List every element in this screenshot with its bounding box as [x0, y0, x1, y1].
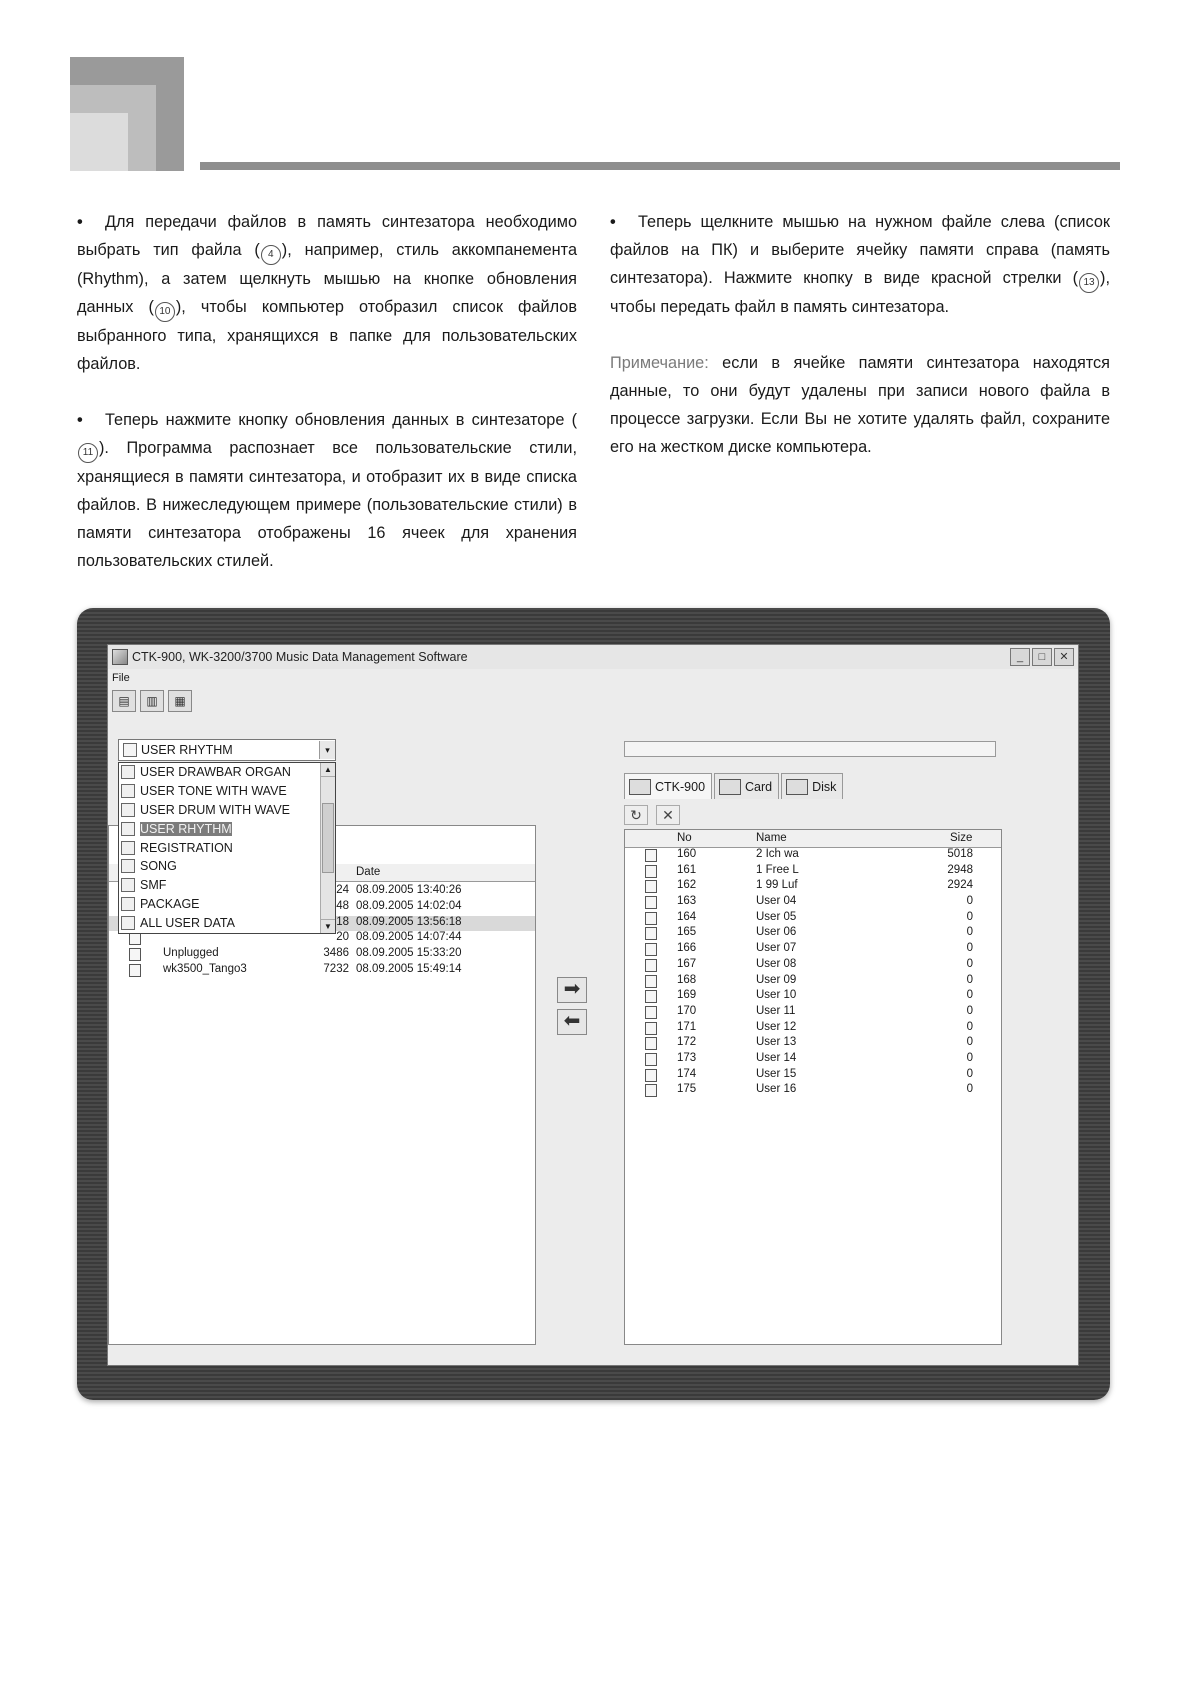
table-row[interactable]: 175 User 16 0: [625, 1083, 1001, 1099]
tab-ctk-900[interactable]: CTK-900: [624, 773, 712, 799]
dropdown-scrollbar[interactable]: [320, 763, 335, 933]
table-row[interactable]: 163 User 04 0: [625, 895, 1001, 911]
file-icon: [645, 896, 657, 909]
tab-disk[interactable]: Disk: [781, 773, 843, 799]
file-icon: [645, 865, 657, 878]
menu-bar: [108, 669, 1078, 687]
minimize-button[interactable]: _: [1010, 648, 1030, 666]
table-row[interactable]: 168 User 09 0: [625, 974, 1001, 990]
dropdown-item[interactable]: REGISTRATION: [119, 838, 335, 857]
file-icon: [645, 1053, 657, 1066]
device-status-field: [624, 741, 996, 757]
scroll-down-icon[interactable]: ▼: [321, 919, 335, 933]
file-icon: [645, 1084, 657, 1097]
scroll-up-icon[interactable]: ▲: [321, 763, 335, 777]
left-text-column: [77, 208, 577, 603]
column-name[interactable]: Name: [756, 832, 787, 844]
file-icon: [645, 943, 657, 956]
note-label: Примечание:: [610, 354, 709, 372]
table-row[interactable]: 20 08.09.2005 14:07:44: [109, 931, 535, 947]
note-paragraph: Примечание: если в ячейке памяти синтезатора находятся данные, то они будут удалены при записи нового файла в процессе загрузки. Если Вы не хотите удалять файл, сохраните его на жестком диске компьютера.: [610, 354, 1110, 456]
file-icon: [129, 932, 141, 945]
organ-file-icon: [121, 765, 135, 779]
ref-circle-10: 10: [155, 302, 175, 322]
file-type-dropdown: [118, 762, 336, 934]
song-file-icon: [121, 859, 135, 873]
toolbar-button-2-icon[interactable]: ▥: [140, 690, 164, 712]
device-list-header: [625, 830, 1001, 848]
file-icon: [645, 1006, 657, 1019]
table-row[interactable]: 165 User 06 0: [625, 926, 1001, 942]
file-icon: [645, 1069, 657, 1082]
disk-icon: [786, 779, 808, 795]
keyboard-icon: [629, 779, 651, 795]
table-row[interactable]: 173 User 14 0: [625, 1052, 1001, 1068]
menu-file[interactable]: File: [112, 672, 130, 684]
header-square-light: [70, 113, 128, 171]
column-size[interactable]: Size: [950, 832, 973, 844]
tab-card[interactable]: Card: [714, 773, 779, 799]
ref-circle-13: 13: [1079, 273, 1099, 293]
toolbar: [108, 687, 1078, 715]
table-row[interactable]: 160 2 Ich wa 5018: [625, 848, 1001, 864]
all-data-file-icon: [121, 916, 135, 930]
file-icon: [645, 990, 657, 1003]
dropdown-item-selected[interactable]: USER RHYTHM: [119, 819, 335, 838]
window-title: CTK-900, WK-3200/3700 Music Data Management Software: [132, 650, 468, 664]
scroll-thumb[interactable]: [322, 803, 334, 873]
bullet: •: [77, 213, 83, 231]
file-icon: [645, 959, 657, 972]
tone-file-icon: [121, 784, 135, 798]
table-row[interactable]: wk3500_Tango3 7232 08.09.2005 15:49:14: [109, 963, 535, 979]
card-icon: [719, 779, 741, 795]
transfer-left-arrow-icon[interactable]: ⬅: [557, 1009, 587, 1035]
left-paragraph-1: • Для передачи файлов в память синтезатора необходимо выбрать тип файла ( 4 ), например, стиль аккомпанемента (Rhythm), а затем щелкнуть мышью на кнопке обновления данных ( 10 ), чтобы компьютер отобразил список файлов выбранного типа, хранящихся в папке для пользовательских файлов.: [77, 208, 577, 378]
close-button[interactable]: ✕: [1054, 648, 1074, 666]
maximize-button[interactable]: □: [1032, 648, 1052, 666]
refresh-icon[interactable]: ↻: [624, 805, 648, 825]
dropdown-item[interactable]: SMF: [119, 876, 335, 895]
registration-file-icon: [121, 841, 135, 855]
file-icon: [645, 912, 657, 925]
screenshot-frame: [77, 608, 1110, 1400]
dropdown-item[interactable]: PACKAGE: [119, 895, 335, 914]
dropdown-item[interactable]: SONG: [119, 857, 335, 876]
table-row[interactable]: 172 User 13 0: [625, 1036, 1001, 1052]
header-rule: [200, 162, 1120, 170]
title-bar: [108, 645, 1078, 669]
drum-file-icon: [121, 803, 135, 817]
table-row[interactable]: 48 08.09.2005 14:02:04: [109, 900, 535, 916]
left-paragraph-2: • Теперь нажмите кнопку обновления данных в синтезаторе (11 ). Программа распознает все пользовательские стили, хранящиеся в памяти синтезатора, и отобразит их в виде списка файлов. В нижеследующем примере (пользовательские стили) в памяти синтезатора отображены 16 ячеек для хранения пользовательских стилей.: [77, 406, 577, 575]
rhythm-file-icon: [121, 822, 135, 836]
dropdown-item[interactable]: ALL USER DATA: [119, 913, 335, 932]
column-date[interactable]: Date: [356, 866, 381, 878]
table-row[interactable]: 161 1 Free L 2948: [625, 864, 1001, 880]
delete-icon[interactable]: ✕: [656, 805, 680, 825]
file-icon: [645, 975, 657, 988]
bullet: •: [77, 411, 83, 429]
file-icon: [645, 927, 657, 940]
file-icon: [129, 964, 141, 977]
combo-value: USER RHYTHM: [141, 743, 233, 757]
file-icon: [645, 880, 657, 893]
column-no[interactable]: No: [677, 832, 692, 844]
ref-circle-11: 11: [78, 443, 98, 463]
device-memory-list: [624, 829, 1002, 1345]
dropdown-item[interactable]: USER DRUM WITH WAVE: [119, 801, 335, 820]
package-file-icon: [121, 897, 135, 911]
table-row-selected[interactable]: 18 08.09.2005 13:56:18: [109, 916, 535, 932]
toolbar-button-3-icon[interactable]: ▦: [168, 690, 192, 712]
file-icon: [645, 849, 657, 862]
transfer-right-arrow-icon[interactable]: ➡: [557, 977, 587, 1003]
table-row[interactable]: 162 1 99 Luf 2924: [625, 879, 1001, 895]
table-row[interactable]: 170 User 11 0: [625, 1005, 1001, 1021]
app-window: [107, 644, 1079, 1366]
bullet: •: [610, 213, 616, 231]
table-row[interactable]: 24 08.09.2005 13:40:26: [109, 884, 535, 900]
right-paragraph-1: • Теперь щелкните мышью на нужном файле слева (список файлов на ПК) и выберите ячейку памяти справа (память синтезатора). Нажмите кнопку в виде красной стрелки ( 13 ), чтобы передать файл в память синтезатора.: [610, 208, 1110, 321]
table-row[interactable]: 166 User 07 0: [625, 942, 1001, 958]
file-icon: [645, 1037, 657, 1050]
rhythm-file-icon: [123, 743, 137, 757]
smf-file-icon: [121, 878, 135, 892]
file-type-combo[interactable]: [118, 739, 336, 761]
table-row[interactable]: 171 User 12 0: [625, 1021, 1001, 1037]
table-row[interactable]: Unplugged 3486 08.09.2005 15:33:20: [109, 947, 535, 963]
table-row[interactable]: 169 User 10 0: [625, 989, 1001, 1005]
file-icon: [645, 1022, 657, 1035]
toolbar-button-1-icon[interactable]: ▤: [112, 690, 136, 712]
combo-arrow-icon[interactable]: ▾: [319, 741, 335, 759]
device-tabs: [624, 773, 845, 799]
app-icon: [112, 649, 128, 665]
file-icon: [129, 948, 141, 961]
table-row[interactable]: 164 User 05 0: [625, 911, 1001, 927]
right-text-column: [610, 208, 1110, 489]
table-row[interactable]: 167 User 08 0: [625, 958, 1001, 974]
device-tools: [624, 805, 680, 825]
dropdown-item[interactable]: USER DRAWBAR ORGAN: [119, 763, 335, 782]
ref-circle-4: 4: [261, 245, 281, 265]
table-row[interactable]: 174 User 15 0: [625, 1068, 1001, 1084]
dropdown-item[interactable]: USER TONE WITH WAVE: [119, 782, 335, 801]
